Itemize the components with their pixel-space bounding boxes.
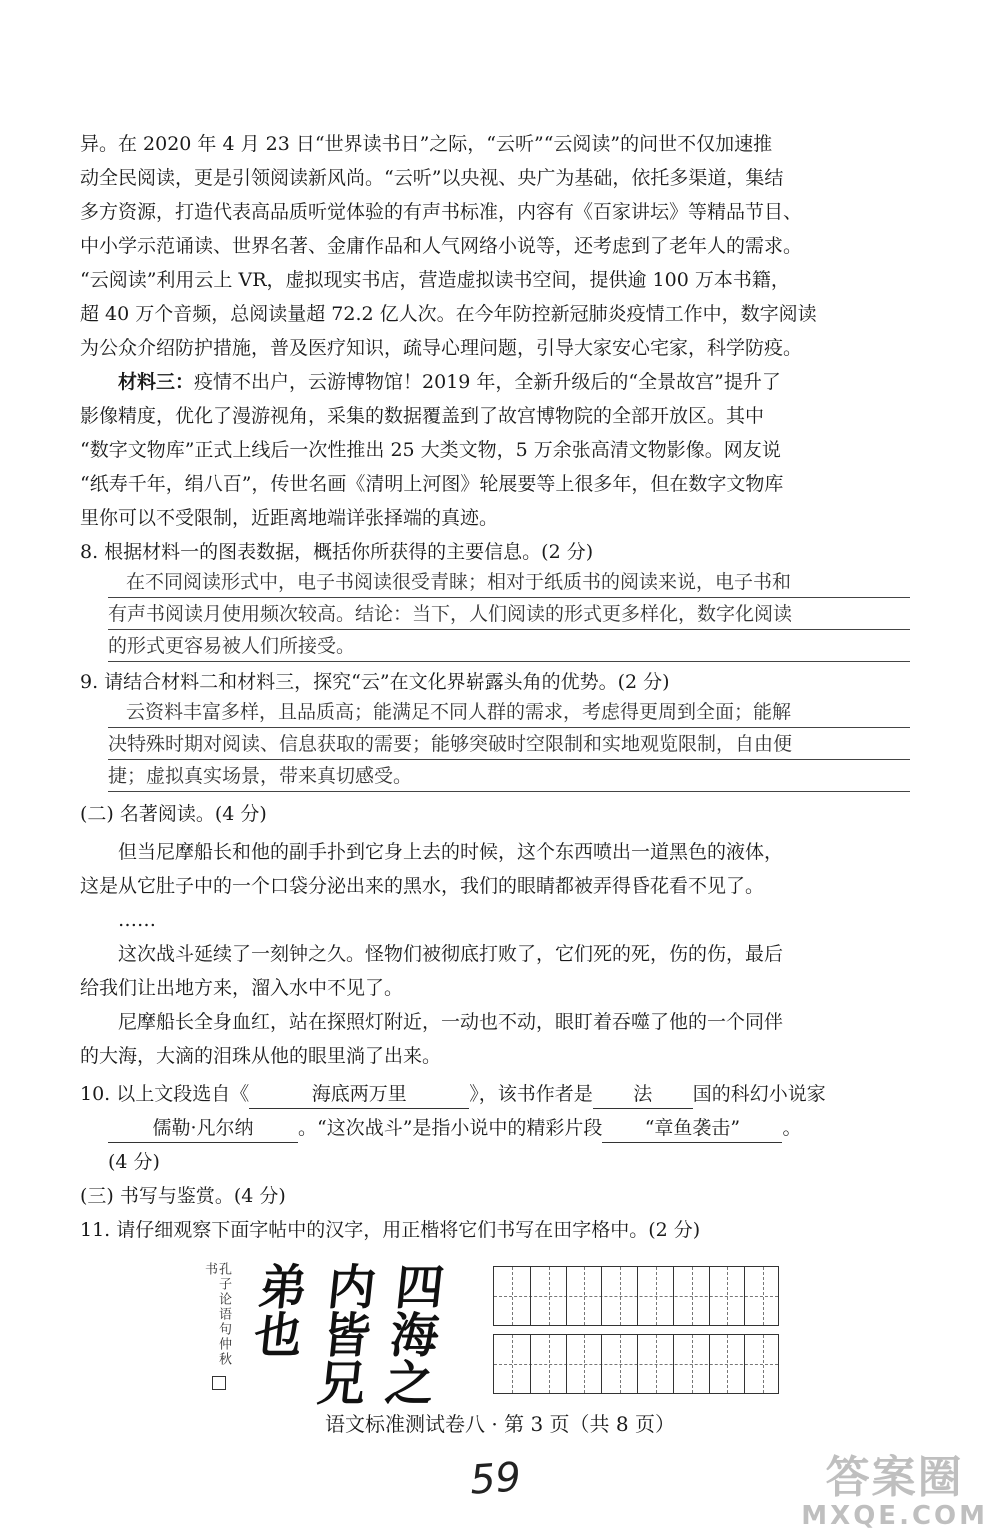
text-line: 尼摩船长全身血红，站在探照灯附近，一动也不动，眼盯着吞噬了他的一个同伴 xyxy=(118,1011,784,1033)
grid-cell xyxy=(601,1267,637,1325)
text-line xyxy=(118,368,920,396)
section-2-heading: (二) 名著阅读。(4 分) xyxy=(80,803,267,825)
answer-line: 云资料丰富多样，且品质高；能满足不同人群的需求，考虑得更周到全面；能解 xyxy=(126,701,792,723)
answer-rule xyxy=(108,791,910,792)
grid-dash xyxy=(763,1267,764,1325)
text-line: …… xyxy=(118,909,156,931)
text-span: 。 xyxy=(782,1117,802,1139)
answer-line: 捷；虚拟真实场景，带来真切感受。 xyxy=(108,765,413,787)
grid-cell xyxy=(709,1267,745,1325)
text-line: 给我们让出地方来，溜入水中不见了。 xyxy=(80,977,404,999)
answer-line: 的形式更容易被人们所接受。 xyxy=(108,635,356,657)
writing-grid-row-2[interactable] xyxy=(493,1334,779,1394)
material3-label: 材料三： xyxy=(118,371,195,393)
text-span: 》，该书作者是 xyxy=(469,1083,593,1105)
grid-dash xyxy=(727,1267,728,1325)
text-line: “数字文物库”正式上线后一次性推出 25 大类文物，5 万余张高清文物影像。网友说 xyxy=(80,439,781,461)
grid-cell xyxy=(673,1267,709,1325)
grid-cell xyxy=(530,1335,566,1393)
grid-cell xyxy=(744,1267,780,1325)
answer-line: 在不同阅读形式中，电子书阅读很受青睐；相对于纸质书的阅读来说，电子书和 xyxy=(126,571,792,593)
text-line: 多方资源，打造代表高品质听觉体验的有声书标准，内容有《百家讲坛》等精品节目、 xyxy=(80,201,803,223)
text-line: “云阅读”利用云上 VR，虚拟现实书店，营造虚拟读书空间，提供逾 100 万本书籍， xyxy=(80,269,790,291)
text-line: 异。在 2020 年 4 月 23 日“世界读书日”之际，“云听”“云阅读”的问世不仅加速推 xyxy=(80,133,773,155)
calligraphy-column: 弟也 xyxy=(243,1262,310,1358)
blank-country: 法 xyxy=(593,1080,693,1109)
grid-dash xyxy=(549,1267,550,1325)
question-10-cont xyxy=(108,1114,948,1143)
grid-dash xyxy=(549,1335,550,1393)
grid-dash xyxy=(512,1335,513,1393)
text-line: 中小学示范诵读、世界名著、金庸作品和人气网络小说等，还考虑到了老年人的需求。 xyxy=(80,235,803,257)
grid-cell xyxy=(637,1335,673,1393)
text-line: “纸寿千年，绢八百”，传世名画《清明上河图》轮展要等上很多年，但在数字文物库 xyxy=(80,473,784,495)
grid-dash xyxy=(692,1335,693,1393)
question-9: 9. 请结合材料二和材料三，探究“云”在文化界崭露头角的优势。(2 分) xyxy=(80,671,670,693)
text-line: 动全民阅读，更是引领阅读新风尚。“云听”以央视、央广为基础，依托多渠道，集结 xyxy=(80,167,784,189)
handwritten-page-number: 59 xyxy=(468,1454,523,1504)
calligraphy-column: 四海之 xyxy=(374,1262,446,1406)
blank-author: 儒勒·凡尔纳 xyxy=(108,1114,298,1143)
text-span: 10. 以上文段选自《 xyxy=(80,1083,250,1105)
grid-dash xyxy=(584,1335,585,1393)
calligraphy-seal xyxy=(212,1376,226,1390)
grid-dash xyxy=(692,1267,693,1325)
text-line: 超 40 万个音频，总阅读量超 72.2 亿人次。在今年防控新冠肺炎疫情工作中，数字阅读 xyxy=(80,303,817,325)
text-line: 这次战斗延续了一刻钟之久。怪物们被彻底打败了，它们死的死，伤的伤，最后 xyxy=(118,943,784,965)
grid-cell xyxy=(637,1267,673,1325)
grid-dash xyxy=(656,1335,657,1393)
grid-cell xyxy=(673,1335,709,1393)
answer-line: 决特殊时期对阅读、信息获取的需要；能够突破时空限制和实地观览限制，自由便 xyxy=(108,733,793,755)
grid-dash xyxy=(727,1335,728,1393)
text-line: 的大海，大滴的泪珠从他的眼里淌了出来。 xyxy=(80,1045,442,1067)
grid-cell xyxy=(566,1267,602,1325)
text-line: 里你可以不受限制，近距离地端详张择端的真迹。 xyxy=(80,507,499,529)
answer-rule xyxy=(108,597,910,598)
grid-cell xyxy=(744,1335,780,1393)
watermark xyxy=(801,1454,988,1530)
grid-dash xyxy=(620,1267,621,1325)
question-10-score: (4 分) xyxy=(108,1151,160,1173)
question-11: 11. 请仔细观察下面字帖中的汉字，用正楷将它们书写在田字格中。(2 分) xyxy=(80,1219,701,1241)
answer-rule xyxy=(108,727,910,728)
text-line: 为公众介绍防护措施，普及医疗知识，疏导心理问题，引导大家安心宅家，科学防疫。 xyxy=(80,337,803,359)
grid-cell xyxy=(566,1335,602,1393)
grid-cell xyxy=(601,1335,637,1393)
grid-cell xyxy=(530,1267,566,1325)
watermark-url: MXQE.COM xyxy=(801,1501,988,1531)
grid-cell xyxy=(709,1335,745,1393)
text-span: 疫情不出户，云游博物馆！2019 年，全新升级后的“全景故宫”提升了 xyxy=(194,371,781,393)
calligraphy-column: 内皆兄 xyxy=(306,1262,378,1406)
grid-dash xyxy=(512,1267,513,1325)
answer-rule xyxy=(108,661,910,662)
calligraphy-signature: 孔子论语句仲秋书 xyxy=(202,1262,231,1367)
page-footer: 语文标准测试卷八 · 第 3 页（共 8 页） xyxy=(325,1412,675,1436)
blank-episode: “章鱼袭击” xyxy=(602,1114,782,1143)
question-8: 8. 根据材料一的图表数据，概括你所获得的主要信息。(2 分) xyxy=(80,541,594,563)
question-10 xyxy=(80,1080,920,1109)
text-span: 国的科幻小说家 xyxy=(692,1083,826,1105)
answer-rule xyxy=(108,629,910,630)
text-line: 这是从它肚子中的一个口袋分泌出来的黑水，我们的眼睛都被弄得昏花看不见了。 xyxy=(80,875,765,897)
grid-dash xyxy=(620,1335,621,1393)
writing-grid-row-1[interactable] xyxy=(493,1266,779,1326)
answer-rule xyxy=(108,759,910,760)
section-3-heading: (三) 书写与鉴赏。(4 分) xyxy=(80,1185,286,1207)
grid-dash xyxy=(584,1267,585,1325)
text-line: 影像精度，优化了漫游视角，采集的数据覆盖到了故宫博物院的全部开放区。其中 xyxy=(80,405,765,427)
answer-line: 有声书阅读月使用频次较高。结论：当下，人们阅读的形式更多样化，数字化阅读 xyxy=(108,603,793,625)
grid-dash xyxy=(763,1335,764,1393)
text-span: 。“这次战斗”是指小说中的精彩片段 xyxy=(298,1117,603,1139)
grid-dash xyxy=(656,1267,657,1325)
text-line: 但当尼摩船长和他的副手扑到它身上去的时候，这个东西喷出一道黑色的液体， xyxy=(118,841,784,863)
watermark-text: 答案圈 xyxy=(825,1452,964,1503)
blank-book-title: 海底两万里 xyxy=(249,1080,469,1109)
